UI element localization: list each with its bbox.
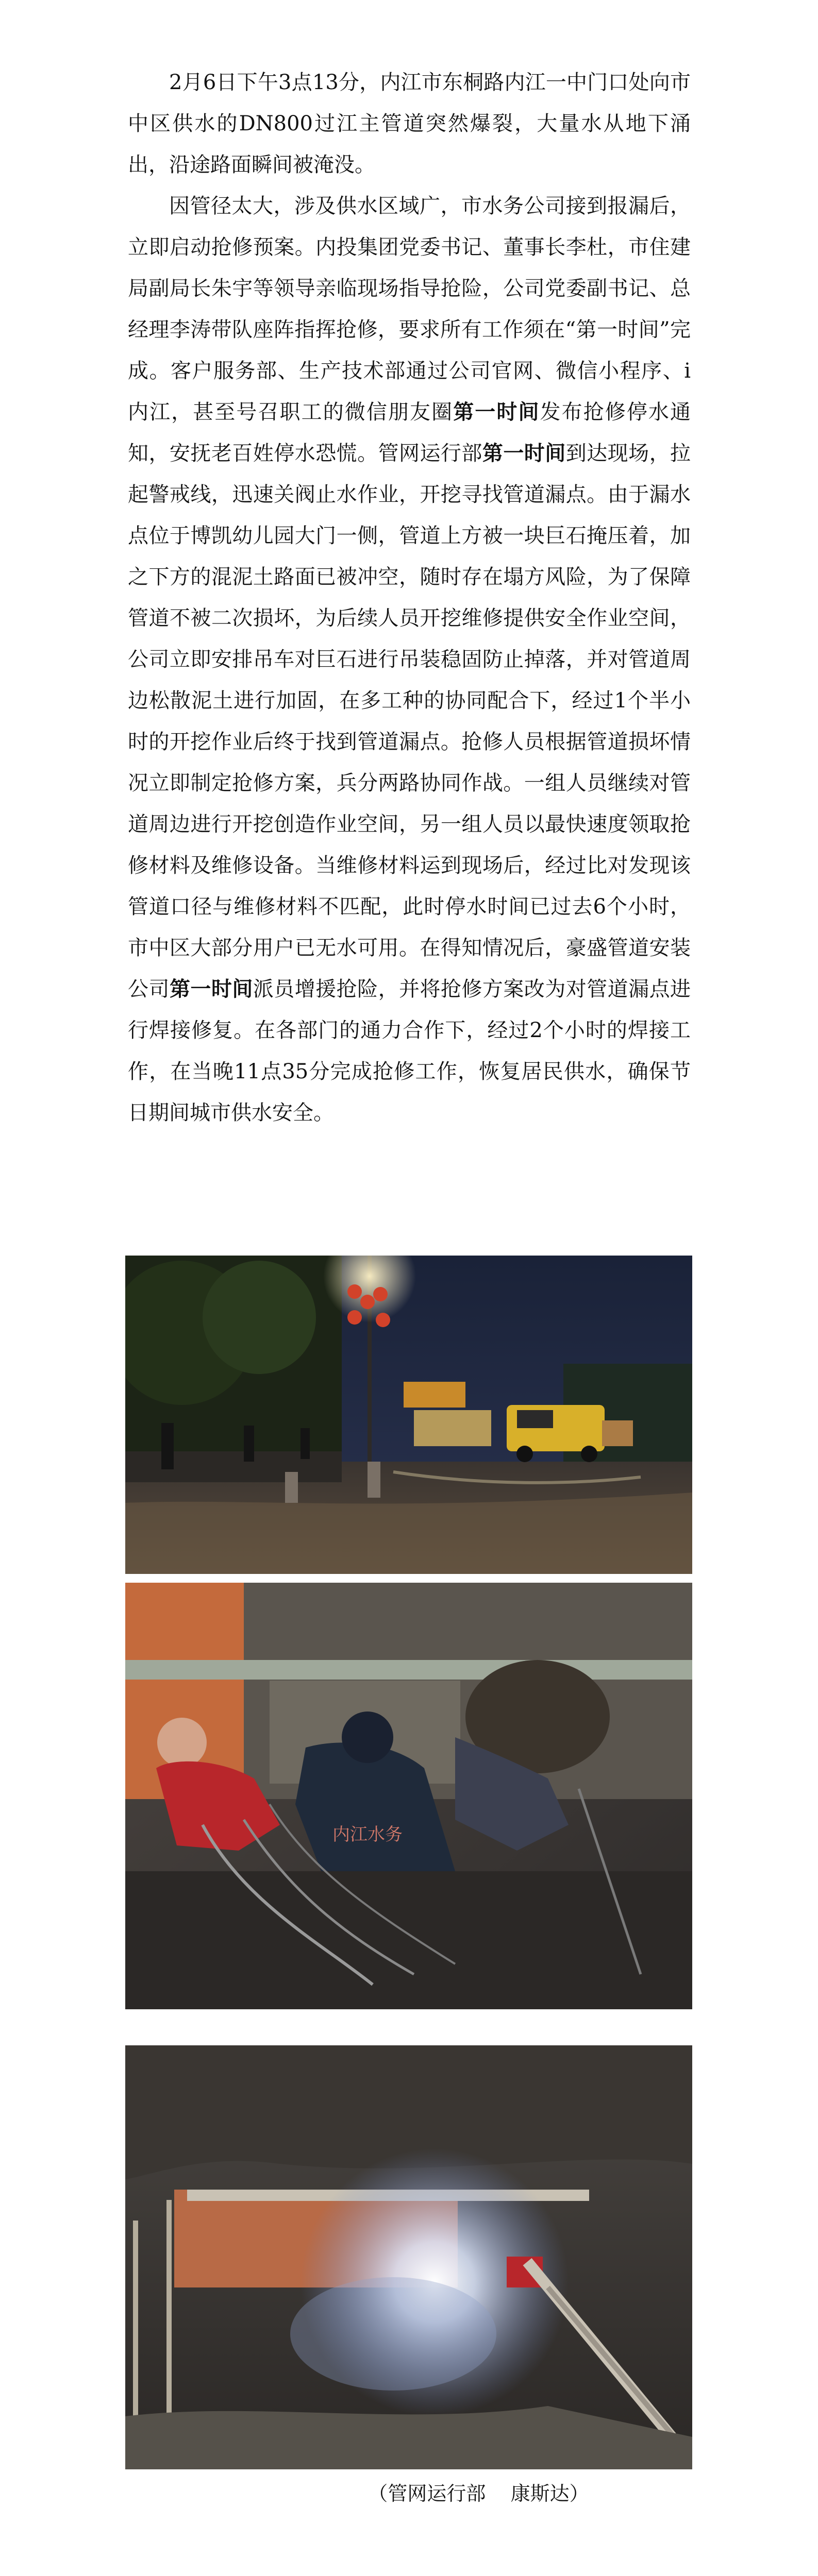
article-body xyxy=(128,62,691,1133)
highlight-first-time-2: 第一时间 xyxy=(482,441,566,465)
caption-open-paren: （ xyxy=(368,2482,388,2505)
paragraph-2-part-a: 因管径太大，涉及供水区域广，市水务公司接到报漏后，立即启动抢修预案。内投集团党委书记、董事长李杜，市住建局副局长朱宇等领导亲临现场指导抢险，公司党委副书记、总经理李涛带队座阵指挥抢修，要求所有工作须在“第一时间”完成。客户服务部、生产技术部通过公司官网、微信小程序、i内江，甚至号召职工的微信朋友圈 xyxy=(128,194,691,424)
photo-night-street-scene xyxy=(125,1256,692,1574)
caption-author: 康斯达 xyxy=(510,2482,570,2505)
paragraph-2-part-b: 发布抢修停水通知，安抚老百姓停水恐慌。管网运行部 xyxy=(128,400,691,465)
welding-illustration xyxy=(125,2045,692,2469)
caption-close-paren: ） xyxy=(569,2482,589,2505)
excavation-workers-illustration xyxy=(125,1583,692,2009)
photo-workers-in-pit xyxy=(125,1583,692,2009)
night-street-illustration xyxy=(125,1256,692,1574)
vest-label: 内江水务 xyxy=(332,1824,403,1845)
paragraph-2-part-d: 派员增援抢险，并将抢修方案改为对管道漏点进行焊接修复。在各部门的通力合作下，经过2个小时的焊接工作，在当晚11点35分完成抢修工作，恢复居民供水，确保节日期间城市供水安全。 xyxy=(128,977,691,1125)
caption-department: 管网运行部 xyxy=(388,2482,486,2505)
paragraph-2 xyxy=(128,185,691,1133)
highlight-first-time-3: 第一时间 xyxy=(169,977,253,1001)
paragraph-2-part-c: 到达现场，拉起警戒线，迅速关阀止水作业，开挖寻找管道漏点。由于漏水点位于博凯幼儿园大门一侧，管道上方被一块巨石掩压着，加之下方的混泥土路面已被冲空，随时存在塌方风险，为了保障管道不被二次损坏，为后续人员开挖维修提供安全作业空间，公司立即安排吊车对巨石进行吊装稳固防止掉落，并对管道周边松散泥土进行加固，在多工种的协同配合下，经过1个半小时的开挖作业后终于找到管道漏点。抢修人员根据管道损坏情况立即制定抢修方案，兵分两路协同作战。一组人员继续对管道周边进行开挖创造作业空间，另一组人员以最快速度领取抢修材料及维修设备。当维修材料运到现场后，经过比对发现该管道口径与维修材料不匹配，此时停水时间已过去6个小时，市中区大部分用户已无水可用。在得知情况后，豪盛管道安装公司 xyxy=(128,442,691,1001)
photo-caption xyxy=(0,2478,818,2509)
photo-welding-repair xyxy=(125,2045,692,2469)
paragraph-1: 2月6日下午3点13分，内江市东桐路内江一中门口处向市中区供水的DN800过江主管道突然爆裂，大量水从地下涌出，沿途路面瞬间被淹没。 xyxy=(128,71,691,177)
highlight-first-time-1: 第一时间 xyxy=(453,400,540,424)
